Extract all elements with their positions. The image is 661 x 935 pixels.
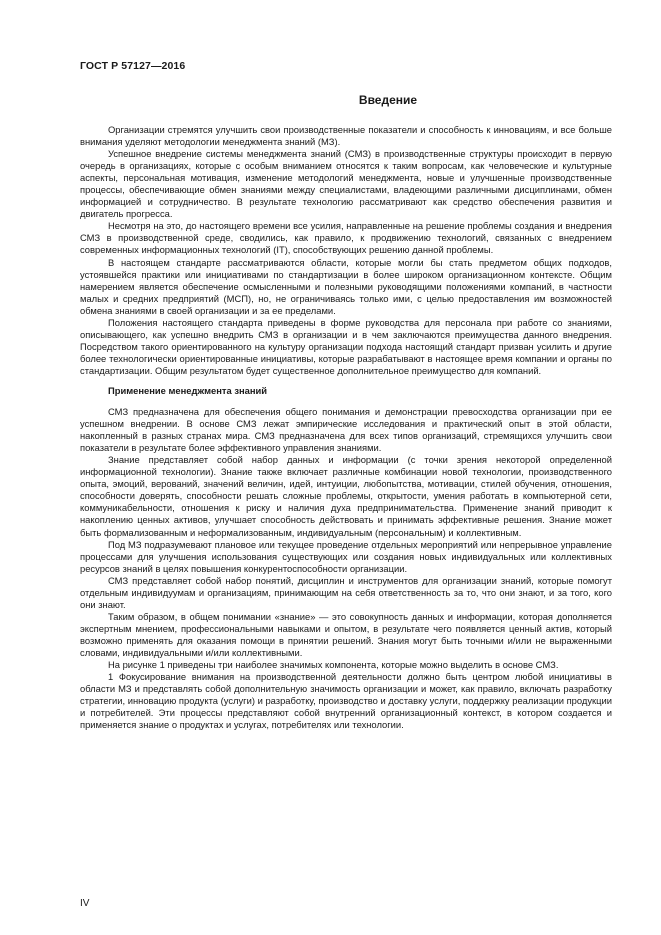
- paragraph: Положения настоящего стандарта приведены в форме руководства для персонала при работе со знаниями, описывающего, как успешно внедрить СМЗ в организации и в чем заключаются преимущества данного внедрения. Посредством такого ориентированного на культуру организации подхода настоящий стандарт призван усилить и другие более технологически ориентированные инициативы, которые разрабатывают в настоящее время компании и органы по стандартизации. Общим результатом будет существенное дополнительное преимущество для компаний.: [80, 316, 612, 376]
- section-title: Введение: [358, 93, 418, 107]
- page-number: IV: [80, 898, 90, 909]
- paragraph: Таким образом, в общем понимании «знание» — это совокупность данных и информации, которая дополняется экспертным мнением, профессиональными навыками и опытом, в результате чего появляется ценный актив, который возможно применять для оказания помощи в принятии решений. Знания могут быть точными и/или не выраженными словами, индивидуальными и/или коллективными.: [80, 610, 612, 658]
- paragraph: На рисунке 1 приведены три наиболее значимых компонента, которые можно выделить в основе СМЗ.: [108, 659, 559, 671]
- paragraph: СМЗ предназначена для обеспечения общего понимания и демонстрации превосходства организации при ее успешном внедрении. В основе СМЗ лежат эмпирические исследования и практический опыт в этой области, накопленный в разных странах мира. СМЗ предназначена для всех типов организаций, стремящихся улучшить свои показатели в результате более эффективного управления знаниями.: [80, 406, 612, 454]
- paragraph: Успешное внедрение системы менеджмента знаний (СМЗ) в производственные структуры происходит в первую очередь в организациях, которые с особым вниманием относятся к таким вопросам, как человеческие и культурные аспекты, персональная мотивация, изменение методологий менеджмента, новые и улучшенные производственные процессы, обеспечивающие обмен знаниями между специалистами, владеющими различными дисциплинами, обмен информацией и сотрудничество. В результате технологию рассматривают как средство обеспечения развития и двигатель прогресса.: [80, 148, 612, 220]
- document-body: [80, 124, 612, 731]
- standard-code-header: ГОСТ Р 57127—2016: [80, 60, 186, 72]
- paragraph: 1 Фокусирование внимания на производственной деятельности должно быть центром любой инициативы в области МЗ и представлять собой дополнительную значимость организации и может, как правило, включать разработку стратегии, инновацию продукта (услуги) и разработку, производство и доставку услуги, поддержку реализации продукции и потребителей. Эти процессы представляют собой внутренний организационный контекст, в котором создается и применяется знание о продуктах и услугах, потребителях или технологии.: [80, 671, 612, 731]
- paragraph: СМЗ представляет собой набор понятий, дисциплин и инструментов для организации знаний, которые помогут отдельным индивидуумам и организациям, принимающим на себя ответственность за то, что они знают, и за того, кого они знают.: [80, 574, 612, 610]
- subsection-heading: Применение менеджмента знаний: [108, 384, 268, 396]
- paragraph: Несмотря на это, до настоящего времени все усилия, направленные на решение проблемы создания и внедрения СМЗ в производственной среде, сводились, как правило, к продвижению технологий, связанных с внедрением современных информационных технологий (IT), способствующих решению данной проблемы.: [80, 220, 612, 256]
- paragraph: Организации стремятся улучшить свои производственные показатели и способность к инновациям, и все больше внимания уделяют методологии менеджмента знаний (МЗ).: [80, 124, 612, 148]
- paragraph: Знание представляет собой набор данных и информации (с точки зрения некоторой определенной информационной технологии). Знание также включает различные комбинации новой технологии, производственного опыта, эмоций, верований, значений величин, идей, интуиции, любопытства, мотивации, стилей обучения, отношения, способности доверять, способности решать сложные проблемы, открытости, умения работать в компьютерной сети, коммуникабельности, отношения к риску и наличия духа предпринимательства. Применение знаний приводит к накоплению ценных активов, улучшает способность действовать и принимать эффективные решения. Знание может быть формализованным и неформализованным, индивидуальным (персональным) и коллективным.: [80, 454, 612, 538]
- paragraph: В настоящем стандарте рассматриваются области, которые могли бы стать предметом общих подходов, устоявшейся практики или инициативами по стандартизации в более широком организационном контексте. Общим намерением является обеспечение осмысленными и полезными руководящими положениями компаний, в частности малых и средних предприятий (МСП), но, не ограничиваясь только ими, с целью предоставления им возможностей обмена знаниями в своей организации и за ее пределами.: [80, 256, 612, 316]
- paragraph: Под МЗ подразумевают плановое или текущее проведение отдельных мероприятий или непрерывное управление процессами для улучшения использования существующих или создания новых индивидуальных или коллективных ресурсов знаний в целях повышения конкурентоспособности организации.: [80, 538, 612, 574]
